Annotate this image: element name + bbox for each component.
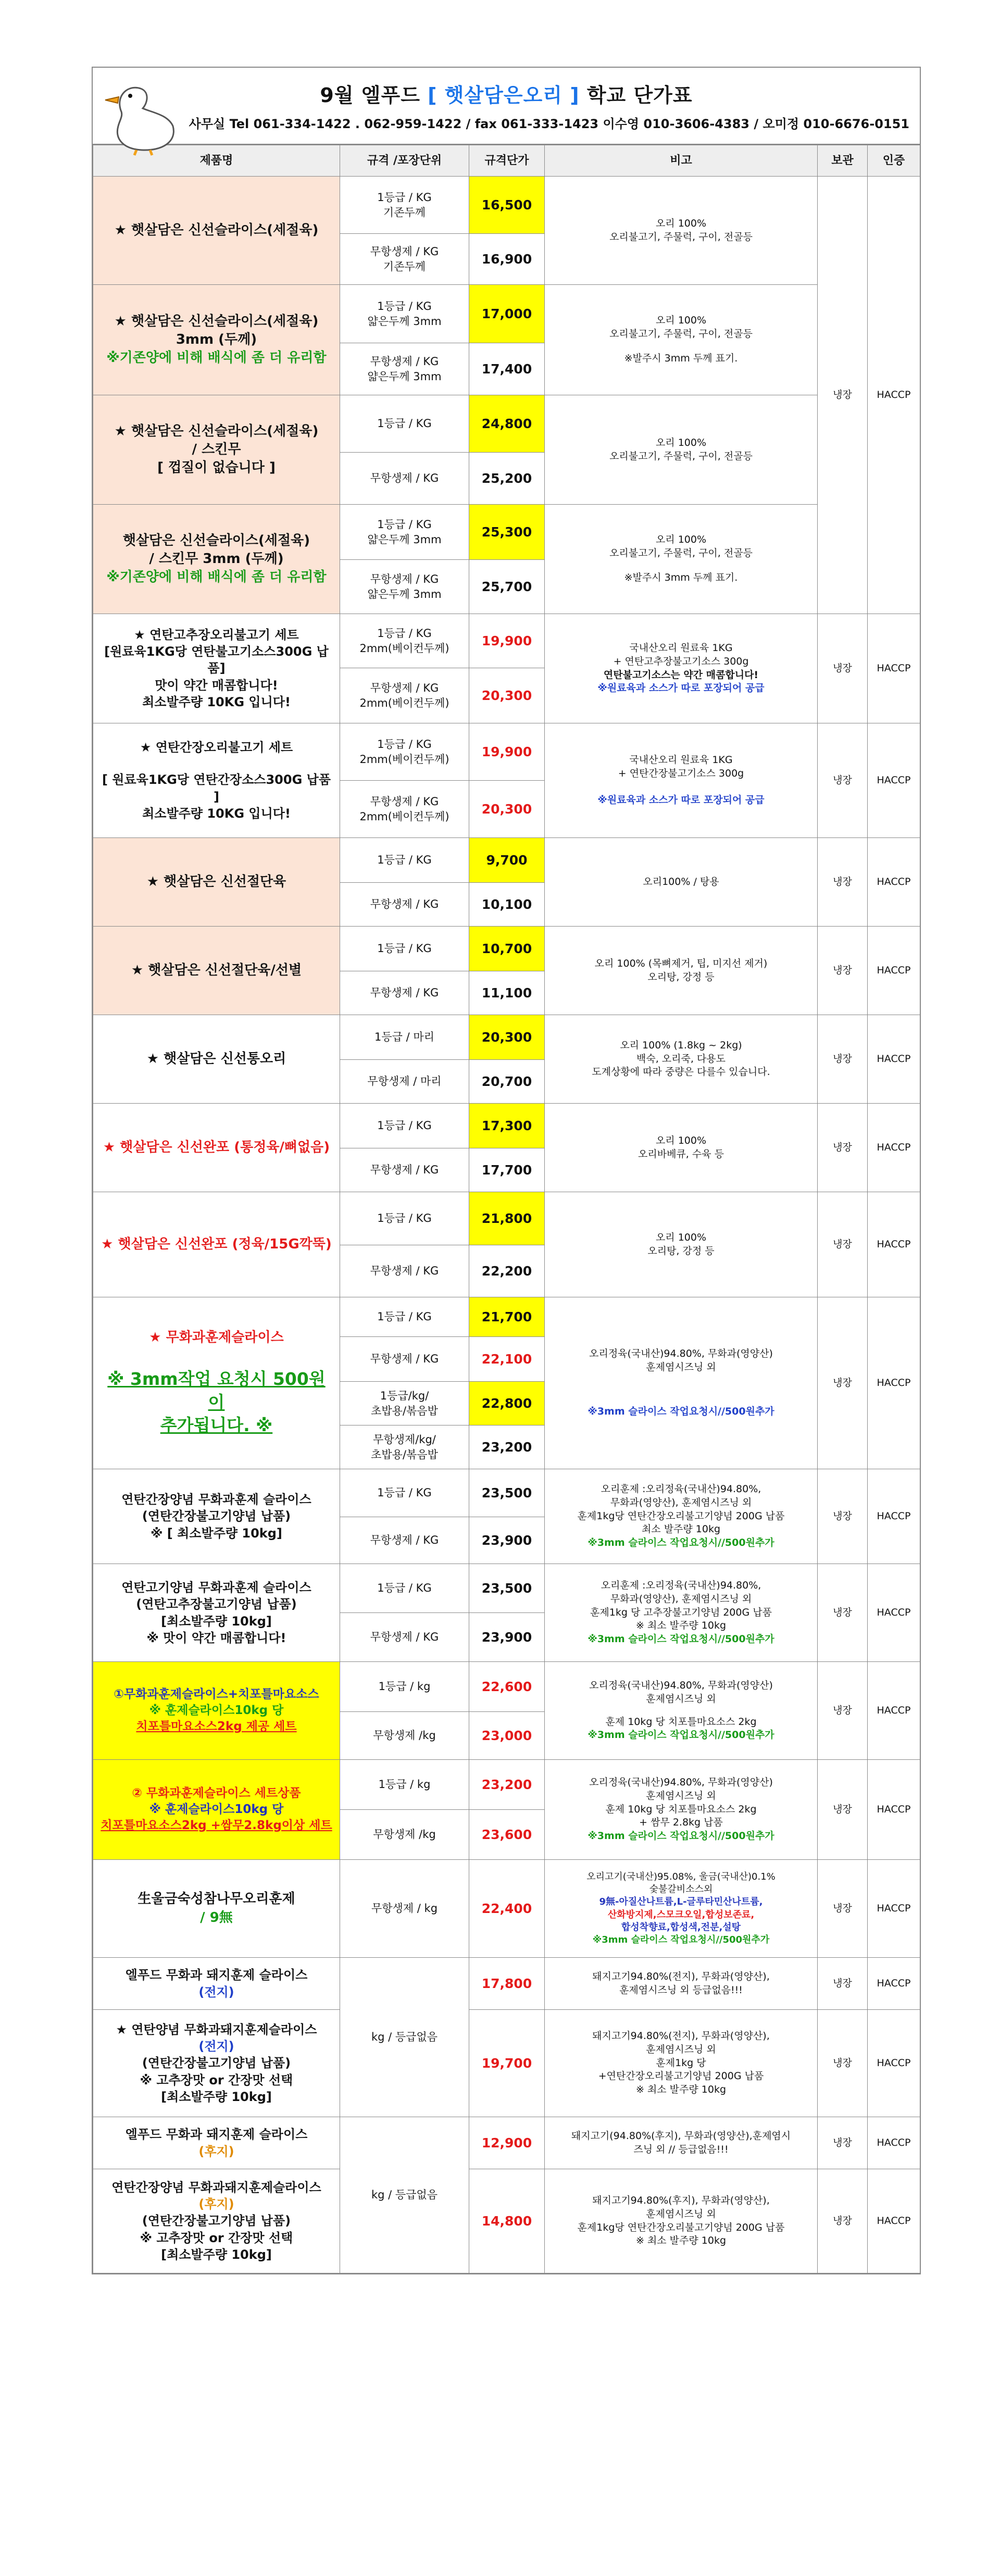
product-name: ★ 연탄양념 무화과돼지훈제슬라이스 (전지) (연탄간장불고기양념 납품) ※ 고추장맛 or 간장맛 선택 [최소발주량 10kg] xyxy=(93,2010,340,2117)
unit-cell: 1등급 / kg xyxy=(340,1760,469,1810)
product-name: ①무화과훈제슬라이스+치포틀마요소스 ※ 훈제슬라이스10kg 당 치포틀마요소스2kg 제공 세트 xyxy=(93,1662,340,1760)
unit-cell: 1등급 / KG 2mm(베이컨두께) xyxy=(340,723,469,781)
unit-cell: 1등급 / KG xyxy=(340,838,469,883)
note-cell: 오리정육(국내산)94.80%, 무화과(영양산) 훈제염시즈닝 외 훈제 10kg 당 치포틀마요소스 2kg ※3mm 슬라이스 작업요청시//500원추가 xyxy=(545,1662,818,1760)
cert-cell: HACCP xyxy=(868,2169,920,2273)
price-cell: 16,900 xyxy=(469,234,545,285)
table-row xyxy=(93,395,920,453)
cert-cell: HACCP xyxy=(868,1015,920,1104)
price-cell: 23,200 xyxy=(469,1425,545,1469)
storage-cell: 냉장 xyxy=(818,1564,868,1662)
note-cell: 돼지고기94.80%(전지), 무화과(영양산), 훈제염시즈닝 외 등급없음!!! xyxy=(545,1958,818,2010)
unit-cell: 무항생제 / KG 얇은두께 3mm xyxy=(340,343,469,395)
note-cell: 오리 100% 오리불고기, 주물럭, 구이, 전골등 xyxy=(545,177,818,285)
storage-cell: 냉장 xyxy=(818,177,868,614)
price-cell: 22,100 xyxy=(469,1337,545,1382)
price-cell: 20,300 xyxy=(469,781,545,838)
price-table xyxy=(93,145,920,2273)
note-cell: 오리 100% 오리바베큐, 수육 등 xyxy=(545,1104,818,1192)
storage-cell: 냉장 xyxy=(818,723,868,838)
price-cell: 12,900 xyxy=(469,2117,545,2169)
storage-cell: 냉장 xyxy=(818,1192,868,1297)
sheet-header xyxy=(93,68,920,145)
col-header-unit: 규격 /포장단위 xyxy=(340,145,469,177)
table-row xyxy=(93,1860,920,1958)
table-row xyxy=(93,723,920,781)
col-header-product: 제품명 xyxy=(93,145,340,177)
cert-cell: HACCP xyxy=(868,1104,920,1192)
unit-cell: 1등급 / KG xyxy=(340,1297,469,1337)
table-row xyxy=(93,1297,920,1337)
product-name: 연탄간장양념 무화과돼지훈제슬라이스 (후지) (연탄간장불고기양념 납품) ※ 고추장맛 or 간장맛 선택 [최소발주량 10kg] xyxy=(93,2169,340,2273)
price-cell: 22,400 xyxy=(469,1860,545,1958)
unit-cell: 무항생제 / kg xyxy=(340,1860,469,1958)
unit-cell: 1등급/kg/ 초밥용/볶음밥 xyxy=(340,1382,469,1425)
note-cell: 돼지고기(94.80%(후지), 무화과(영양산),훈제염시 즈닝 외 // 등급없음!!! xyxy=(545,2117,818,2169)
price-cell: 22,600 xyxy=(469,1662,545,1712)
cert-cell: HACCP xyxy=(868,1760,920,1860)
product-name: ★ 햇살담은 신선절단육/선별 xyxy=(93,927,340,1015)
note-cell: 오리 100% 오리탕, 강정 등 xyxy=(545,1192,818,1297)
col-header-storage: 보관 xyxy=(818,145,868,177)
note-cell: 오리 100% (목뼈제거, 팁, 미지선 제거) 오리탕, 강정 등 xyxy=(545,927,818,1015)
unit-cell: 무항생제 / KG xyxy=(340,1613,469,1662)
cert-cell: HACCP xyxy=(868,1297,920,1469)
unit-cell: kg / 등급없음 xyxy=(340,2117,469,2273)
price-cell: 23,200 xyxy=(469,1760,545,1810)
price-cell: 20,300 xyxy=(469,1015,545,1060)
product-name: ★ 햇살담은 신선통오리 xyxy=(93,1015,340,1104)
col-header-cert: 인증 xyxy=(868,145,920,177)
unit-cell: 무항생제 / KG 2mm(베이컨두께) xyxy=(340,668,469,723)
product-name: ★ 햇살담은 신선절단육 xyxy=(93,838,340,927)
price-cell: 19,900 xyxy=(469,614,545,668)
note-cell: 오리100% / 탕용 xyxy=(545,838,818,927)
unit-cell: 무항생제 / KG xyxy=(340,1148,469,1192)
price-cell: 20,700 xyxy=(469,1060,545,1104)
cert-cell: HACCP xyxy=(868,1860,920,1958)
price-cell: 14,800 xyxy=(469,2169,545,2273)
unit-cell: 1등급 / KG 얇은두께 3mm xyxy=(340,285,469,343)
product-name: 햇살담은 신선슬라이스(세절육) / 스킨무 3mm (두께) ※기존양에 비해 배식에 좀 더 유리함 xyxy=(93,505,340,614)
storage-cell: 냉장 xyxy=(818,927,868,1015)
unit-cell: 무항생제 / KG 기존두께 xyxy=(340,234,469,285)
table-row xyxy=(93,2010,920,2117)
price-cell: 16,500 xyxy=(469,177,545,234)
unit-cell: 1등급 / KG xyxy=(340,395,469,453)
cert-cell: HACCP xyxy=(868,177,920,614)
unit-cell: 무항생제 / KG xyxy=(340,971,469,1015)
price-cell: 17,800 xyxy=(469,1958,545,2010)
note-cell: 오리 100% 오리불고기, 주물럭, 구이, 전골등 ※발주시 3mm 두께 표기. xyxy=(545,285,818,395)
price-cell: 22,800 xyxy=(469,1382,545,1425)
table-row xyxy=(93,285,920,343)
price-cell: 19,700 xyxy=(469,2010,545,2117)
table-row xyxy=(93,177,920,234)
price-cell: 20,300 xyxy=(469,668,545,723)
unit-cell: 무항생제 / KG xyxy=(340,453,469,505)
table-row xyxy=(93,1564,920,1613)
storage-cell: 냉장 xyxy=(818,1469,868,1564)
unit-cell: 무항생제 / KG 얇은두께 3mm xyxy=(340,560,469,614)
unit-cell: 1등급 / kg xyxy=(340,1662,469,1712)
unit-cell: 무항생제 / KG xyxy=(340,883,469,927)
note-cell: 국내산오리 원료육 1KG + 연탄간장불고기소스 300g ※원료육과 소스가 따로 포장되어 공급 xyxy=(545,723,818,838)
unit-cell: 1등급 / KG 얇은두께 3mm xyxy=(340,505,469,560)
storage-cell: 냉장 xyxy=(818,838,868,927)
table-row xyxy=(93,1958,920,2010)
cert-cell: HACCP xyxy=(868,1469,920,1564)
note-cell: 오리 100% (1.8kg ~ 2kg) 백숙, 오리죽, 다용도 도계상황에 따라 중량은 다를수 있습니다. xyxy=(545,1015,818,1104)
cert-cell: HACCP xyxy=(868,723,920,838)
contact-info: 사무실 Tel 061-334-1422 . 062-959-1422 / fax 061-333-1423 이수영 010-3606-4383 / 오미정 010-6676-0151 xyxy=(189,117,909,131)
storage-cell: 냉장 xyxy=(818,1958,868,2010)
price-cell: 21,700 xyxy=(469,1297,545,1337)
price-cell: 9,700 xyxy=(469,838,545,883)
price-cell: 10,100 xyxy=(469,883,545,927)
price-cell: 17,000 xyxy=(469,285,545,343)
storage-cell: 냉장 xyxy=(818,2010,868,2117)
cert-cell: HACCP xyxy=(868,2010,920,2117)
col-header-note: 비고 xyxy=(545,145,818,177)
price-cell: 17,400 xyxy=(469,343,545,395)
unit-cell: 무항생제 /kg xyxy=(340,1810,469,1860)
cert-cell: HACCP xyxy=(868,1662,920,1760)
price-cell: 25,300 xyxy=(469,505,545,560)
col-header-price: 규격단가 xyxy=(469,145,545,177)
unit-cell: 무항생제 / KG xyxy=(340,1517,469,1564)
unit-cell: 1등급 / 마리 xyxy=(340,1015,469,1060)
unit-cell: 1등급 / KG 2mm(베이컨두께) xyxy=(340,614,469,668)
cert-cell: HACCP xyxy=(868,1958,920,2010)
storage-cell: 냉장 xyxy=(818,1760,868,1860)
storage-cell: 냉장 xyxy=(818,614,868,723)
product-name: ★ 햇살담은 신선완포 (통정육/뼈없음) xyxy=(93,1104,340,1192)
product-name: ★ 연탄고추장오리불고기 세트 [원료육1KG당 연탄불고기소스300G 납품] 맛이 약간 매콤합니다! 최소발주량 10KG 입니다! xyxy=(93,614,340,723)
note-cell: 국내산오리 원료육 1KG + 연탄고추장불고기소스 300g 연탄불고기소스는 약간 매콤합니다! ※원료육과 소스가 따로 포장되어 공급 xyxy=(545,614,818,723)
unit-cell: 무항생제/kg/ 초밥용/볶음밥 xyxy=(340,1425,469,1469)
brand-name: [ 햇살담은오리 ] xyxy=(428,84,580,107)
table-row xyxy=(93,927,920,971)
table-row xyxy=(93,1662,920,1712)
product-name: 엘푸드 무화과 돼지훈제 슬라이스 (후지) xyxy=(93,2117,340,2169)
unit-cell: 무항생제 /kg xyxy=(340,1712,469,1760)
product-name: 연탄간장양념 무화과훈제 슬라이스 (연탄간장불고기양념 납품) ※ [ 최소발주량 10kg] xyxy=(93,1469,340,1564)
price-cell: 25,200 xyxy=(469,453,545,505)
cert-cell: HACCP xyxy=(868,614,920,723)
table-row xyxy=(93,2117,920,2169)
storage-cell: 냉장 xyxy=(818,1104,868,1192)
storage-cell: 냉장 xyxy=(818,1015,868,1104)
table-row xyxy=(93,505,920,560)
product-name: ★ 햇살담은 신선슬라이스(세절육) xyxy=(93,177,340,285)
note-cell: 오리훈제 :오리정육(국내산)94.80%, 무화과(영양산), 훈제염시즈닝 외 훈제1kg 당 고추장불고기양념 200G 납품 ※ 최소 발주량 10kg ※3mm 슬라이스 작업요청시//500원추가 xyxy=(545,1564,818,1662)
product-name: 生울금숙성참나무오리훈제 / 9無 xyxy=(93,1860,340,1958)
price-cell: 17,300 xyxy=(469,1104,545,1148)
price-cell: 23,900 xyxy=(469,1613,545,1662)
price-cell: 23,000 xyxy=(469,1712,545,1760)
cert-cell: HACCP xyxy=(868,927,920,1015)
table-row xyxy=(93,2169,920,2273)
price-cell: 21,800 xyxy=(469,1192,545,1245)
cert-cell: HACCP xyxy=(868,2117,920,2169)
product-name: ★ 햇살담은 신선슬라이스(세절육) 3mm (두께) ※기존양에 비해 배식에 좀 더 유리함 xyxy=(93,285,340,395)
table-row xyxy=(93,1760,920,1810)
product-name: ★ 연탄간장오리불고기 세트 [ 원료육1KG당 연탄간장소스300G 납품 ] 최소발주량 10KG 입니다! xyxy=(93,723,340,838)
price-cell: 23,600 xyxy=(469,1810,545,1860)
cert-cell: HACCP xyxy=(868,1192,920,1297)
page-title: 9월 엘푸드 [ 햇살담은오리 ] 학교 단가표 xyxy=(320,84,693,107)
storage-cell: 냉장 xyxy=(818,2117,868,2169)
storage-cell: 냉장 xyxy=(818,2169,868,2273)
unit-cell: 1등급 / KG xyxy=(340,1469,469,1517)
table-header-row xyxy=(93,145,920,177)
unit-cell: 1등급 / KG xyxy=(340,927,469,971)
price-sheet xyxy=(92,67,921,2274)
storage-cell: 냉장 xyxy=(818,1860,868,1958)
unit-cell: kg / 등급없음 xyxy=(340,1958,469,2117)
note-cell: 오리 100% 오리불고기, 주물럭, 구이, 전골등 ※발주시 3mm 두께 표기. xyxy=(545,505,818,614)
table-row xyxy=(93,1104,920,1148)
price-cell: 17,700 xyxy=(469,1148,545,1192)
unit-cell: 무항생제 / KG xyxy=(340,1245,469,1297)
price-cell: 19,900 xyxy=(469,723,545,781)
unit-cell: 1등급 / KG xyxy=(340,1564,469,1613)
note-cell: 돼지고기94.80%(전지), 무화과(영양산), 훈제염시즈닝 외 훈제1kg 당 +연탄간장오리불고기양념 200G 납품 ※ 최소 발주량 10kg xyxy=(545,2010,818,2117)
note-cell: 돼지고기94.80%(후지), 무화과(영양산), 훈제염시즈닝 외 훈제1kg당 연탄간장오리불고기양념 200G 납품 ※ 최소 발주량 10kg xyxy=(545,2169,818,2273)
price-cell: 23,900 xyxy=(469,1517,545,1564)
unit-cell: 1등급 / KG xyxy=(340,1192,469,1245)
price-cell: 11,100 xyxy=(469,971,545,1015)
table-row xyxy=(93,838,920,883)
product-name: ★ 무화과훈제슬라이스 ※ 3mm작업 요청시 500원이 추가됩니다. ※ xyxy=(93,1297,340,1469)
table-row xyxy=(93,1192,920,1245)
price-cell: 10,700 xyxy=(469,927,545,971)
price-cell: 23,500 xyxy=(469,1564,545,1613)
price-cell: 23,500 xyxy=(469,1469,545,1517)
note-cell: 오리 100% 오리불고기, 주물럭, 구이, 전골등 xyxy=(545,395,818,505)
unit-cell: 무항생제 / 마리 xyxy=(340,1060,469,1104)
price-cell: 22,200 xyxy=(469,1245,545,1297)
price-cell: 25,700 xyxy=(469,560,545,614)
storage-cell: 냉장 xyxy=(818,1662,868,1760)
cert-cell: HACCP xyxy=(868,1564,920,1662)
product-name: 연탄고기양념 무화과훈제 슬라이스 (연탄고추장불고기양념 납품) [최소발주량 10kg] ※ 맛이 약간 매콤합니다! xyxy=(93,1564,340,1662)
unit-cell: 무항생제 / KG xyxy=(340,1337,469,1382)
unit-cell: 무항생제 / KG 2mm(베이컨두께) xyxy=(340,781,469,838)
product-name: ★ 햇살담은 신선슬라이스(세절육) / 스킨무 [ 껍질이 없습니다 ] xyxy=(93,395,340,505)
storage-cell: 냉장 xyxy=(818,1297,868,1469)
table-row xyxy=(93,614,920,668)
product-name: ② 무화과훈제슬라이스 세트상품 ※ 훈제슬라이스10kg 당 치포틀마요소스2kg +쌈무2.8kg이상 세트 xyxy=(93,1760,340,1860)
note-cell: 오리정육(국내산)94.80%, 무화과(영양산) 훈제염시즈닝 외 훈제 10kg 당 치포틀마요소스 2kg + 쌈무 2.8kg 납품 ※3mm 슬라이스 작업요청시//500원추가 xyxy=(545,1760,818,1860)
table-row xyxy=(93,1015,920,1060)
table-row xyxy=(93,1469,920,1517)
note-cell: 오리정육(국내산)94.80%, 무화과(영양산) 훈제염시즈닝 외 ※3mm 슬라이스 작업요청시//500원추가 xyxy=(545,1297,818,1469)
unit-cell: 1등급 / KG xyxy=(340,1104,469,1148)
note-cell: 오리훈제 :오리정육(국내산)94.80%, 무화과(영양산), 훈제염시즈닝 외 훈제1kg당 연탄간장오리불고기양념 200G 납품 최소 발주량 10kg ※3mm 슬라이스 작업요청시//500원추가 xyxy=(545,1469,818,1564)
unit-cell: 1등급 / KG 기존두께 xyxy=(340,177,469,234)
price-cell: 24,800 xyxy=(469,395,545,453)
product-name: ★ 햇살담은 신선완포 (정육/15G깍뚝) xyxy=(93,1192,340,1297)
product-name: 엘푸드 무화과 돼지훈제 슬라이스 (전지) xyxy=(93,1958,340,2010)
cert-cell: HACCP xyxy=(868,838,920,927)
note-cell: 오리고기(국내산)95.08%, 울금(국내산)0.1% 숯불갈비소스외 9無-아질산나트륨,L-글루타민산나트륨, 산화방지제,스모크오일,합성보존료, 합성착향료,합성색,전분,설탕 ※3mm 슬라이스 작업요청시//500원추가 xyxy=(545,1860,818,1958)
